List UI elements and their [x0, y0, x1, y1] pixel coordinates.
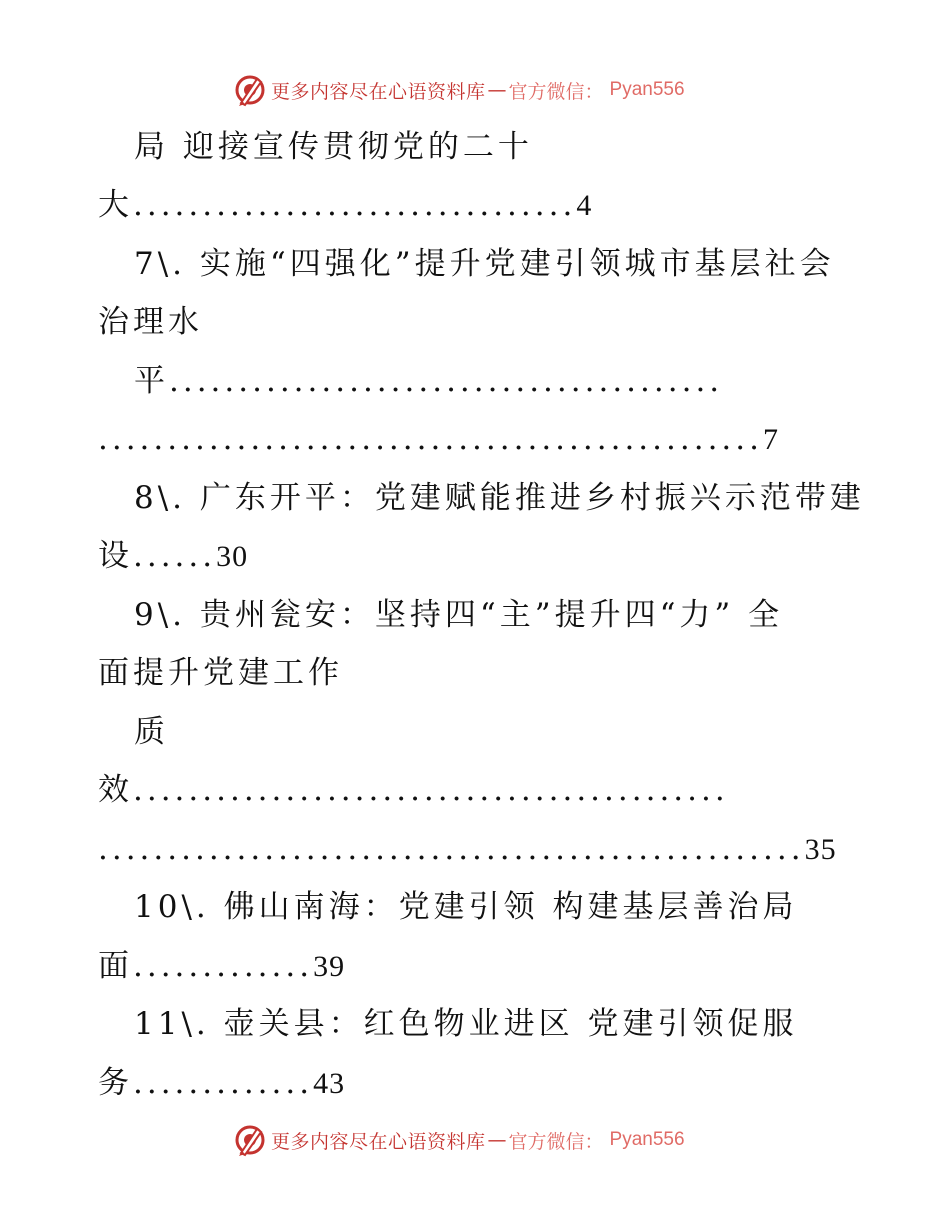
toc-entry-text: 11\. 壶关县：红色物业进区 党建引领促服 [134, 1006, 798, 1042]
toc-entry-text: 大 [98, 187, 133, 223]
pen-logo-icon [233, 1123, 267, 1157]
toc-entry-text: 9\. 贵州瓮安：坚持四“主”提升四“力” 全 [134, 597, 784, 633]
toc-line [134, 127, 533, 167]
toc-page-number: 30 [216, 540, 249, 573]
footer-banner-separator: — [487, 1129, 507, 1151]
header-banner-text: 更多内容尽在心语资料库 [271, 80, 486, 103]
toc-entry-text: 局 迎接宣传贯彻党的二十 [134, 129, 533, 165]
toc-entry-text: 7\. 实施“四强化”提升党建引领城市基层社会 [134, 246, 835, 282]
header-wechat-id: Pyan556 [609, 79, 685, 100]
toc-entry-text: 面 [98, 948, 133, 984]
toc-leader-dots: ................................................... [98, 831, 805, 867]
toc-entry-text: 效 [98, 772, 133, 808]
toc-entry-text: 10\. 佛山南海：党建引领 构建基层善治局 [134, 889, 798, 925]
footer-wechat-label: 官方微信： [508, 1130, 604, 1153]
toc-line [98, 829, 837, 869]
toc-leader-dots: ........................................ [169, 363, 724, 399]
header-banner-separator: — [487, 79, 507, 101]
toc-entry-text: 设 [98, 538, 133, 574]
toc-line [134, 478, 865, 518]
toc-line [98, 770, 729, 810]
footer-banner-text: 更多内容尽在心语资料库 [271, 1130, 486, 1153]
toc-page-number: 7 [763, 423, 779, 456]
toc-entry-text: 质 [134, 714, 169, 750]
toc-page-number: 43 [313, 1067, 346, 1100]
toc-line [98, 185, 592, 225]
pen-logo-icon [233, 73, 267, 107]
toc-leader-dots: ................................................ [98, 421, 763, 457]
toc-line [98, 1063, 345, 1103]
toc-line [98, 946, 345, 986]
toc-line [98, 653, 343, 693]
toc-line [98, 302, 203, 342]
toc-line [134, 244, 835, 284]
toc-leader-dots: ................................ [133, 187, 577, 223]
footer-banner [233, 1120, 713, 1160]
toc-line [134, 595, 783, 635]
toc-leader-dots: ............. [133, 948, 314, 984]
toc-entry-text: 面提升党建工作 [98, 655, 343, 691]
toc-entry-text: 治理水 [98, 304, 203, 340]
toc-leader-dots: ............. [133, 1065, 314, 1101]
toc-page-number: 39 [313, 950, 346, 983]
header-wechat-label: 官方微信： [508, 80, 604, 103]
toc-entry-text: 平 [134, 363, 169, 399]
toc-line [134, 887, 797, 927]
header-banner [233, 70, 713, 110]
toc-leader-dots: ...... [133, 538, 217, 574]
toc-entry-text: 务 [98, 1065, 133, 1101]
toc-line [98, 536, 248, 576]
toc-page-number: 4 [576, 189, 593, 222]
toc-line [134, 361, 723, 401]
toc-leader-dots: ........................................... [133, 772, 729, 808]
toc-page-number: 35 [804, 833, 837, 866]
toc-line [134, 1004, 797, 1044]
toc-line [134, 712, 169, 752]
toc-entry-text: 8\. 广东开平：党建赋能推进乡村振兴示范带建 [134, 480, 865, 516]
footer-wechat-id: Pyan556 [609, 1129, 685, 1150]
toc-line [98, 419, 779, 459]
